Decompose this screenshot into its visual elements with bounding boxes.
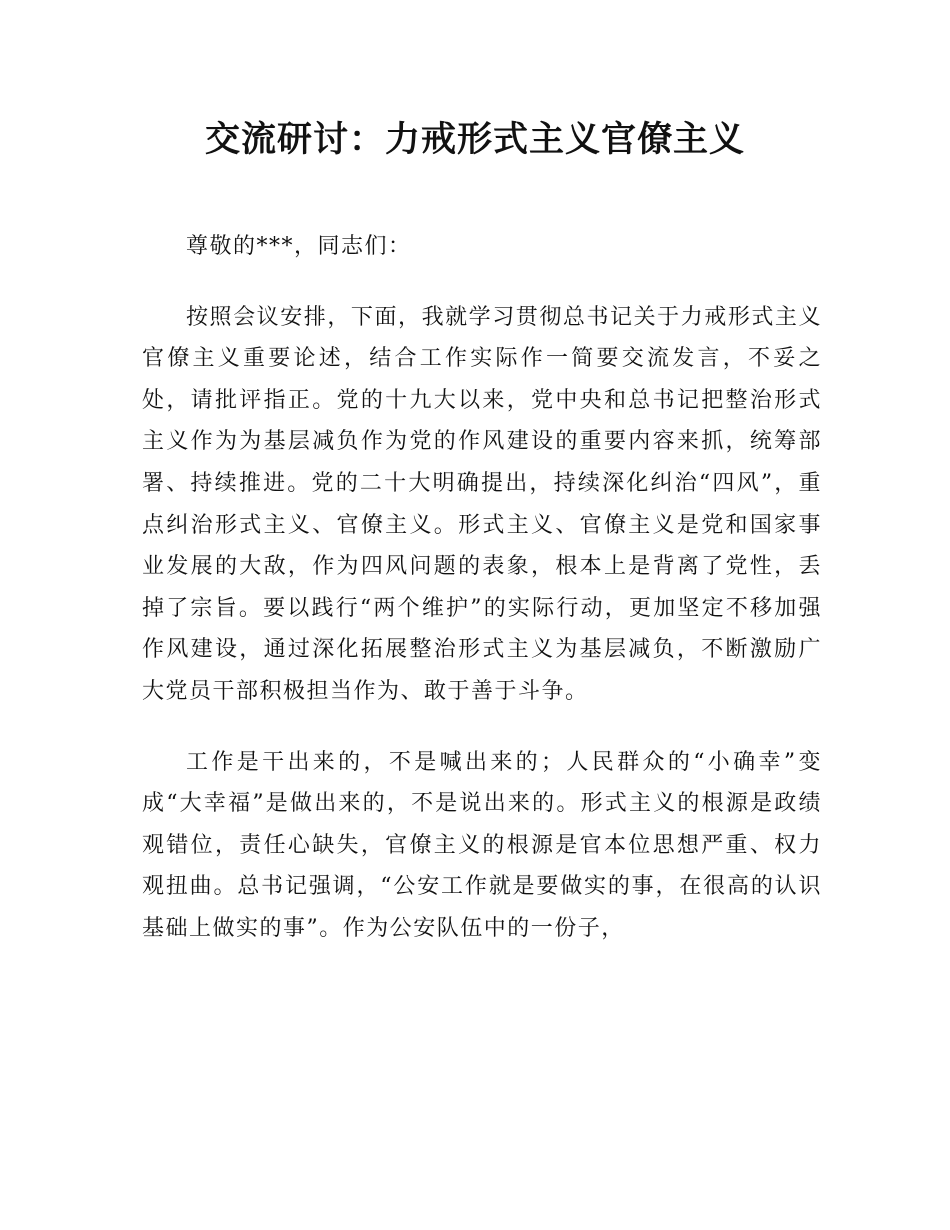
document-body [142, 226, 822, 950]
paragraph-2: 工作是干出来的，不是喊出来的；人民群众的“小确幸”变成“大幸福”是做出来的，不是说出来的。形式主义的根源是政绩观错位，责任心缺失，官僚主义的根源是官本位思想严重、权力观扭曲。总书记强调，“公安工作就是要做实的事，在很高的认识基础上做实的事”。作为公安队伍中的一份子， [142, 749, 822, 941]
document-title: 交流研讨：力戒形式主义官僚主义 [204, 119, 745, 160]
salutation: 尊敬的***，同志们： [186, 234, 412, 259]
paragraph-1: 按照会议安排，下面，我就学习贯彻总书记关于力戒形式主义官僚主义重要论述，结合工作实际作一简要交流发言，不妥之处，请批评指正。党的十九大以来，党中央和总书记把整治形式主义作为为基层减负作为党的作风建设的重要内容来抓，统筹部署、持续推进。党的二十大明确提出，持续深化纠治“四风”，重点纠治形式主义、官僚主义。形式主义、官僚主义是党和国家事业发展的大敌，作为四风问题的表象，根本上是背离了党性，丢掉了宗旨。要以践行“两个维护”的实际行动，更加坚定不移加强作风建设，通过深化拓展整治形式主义为基层减负，不断激励广大党员干部积极担当作为、敢于善于斗争。 [142, 304, 822, 704]
